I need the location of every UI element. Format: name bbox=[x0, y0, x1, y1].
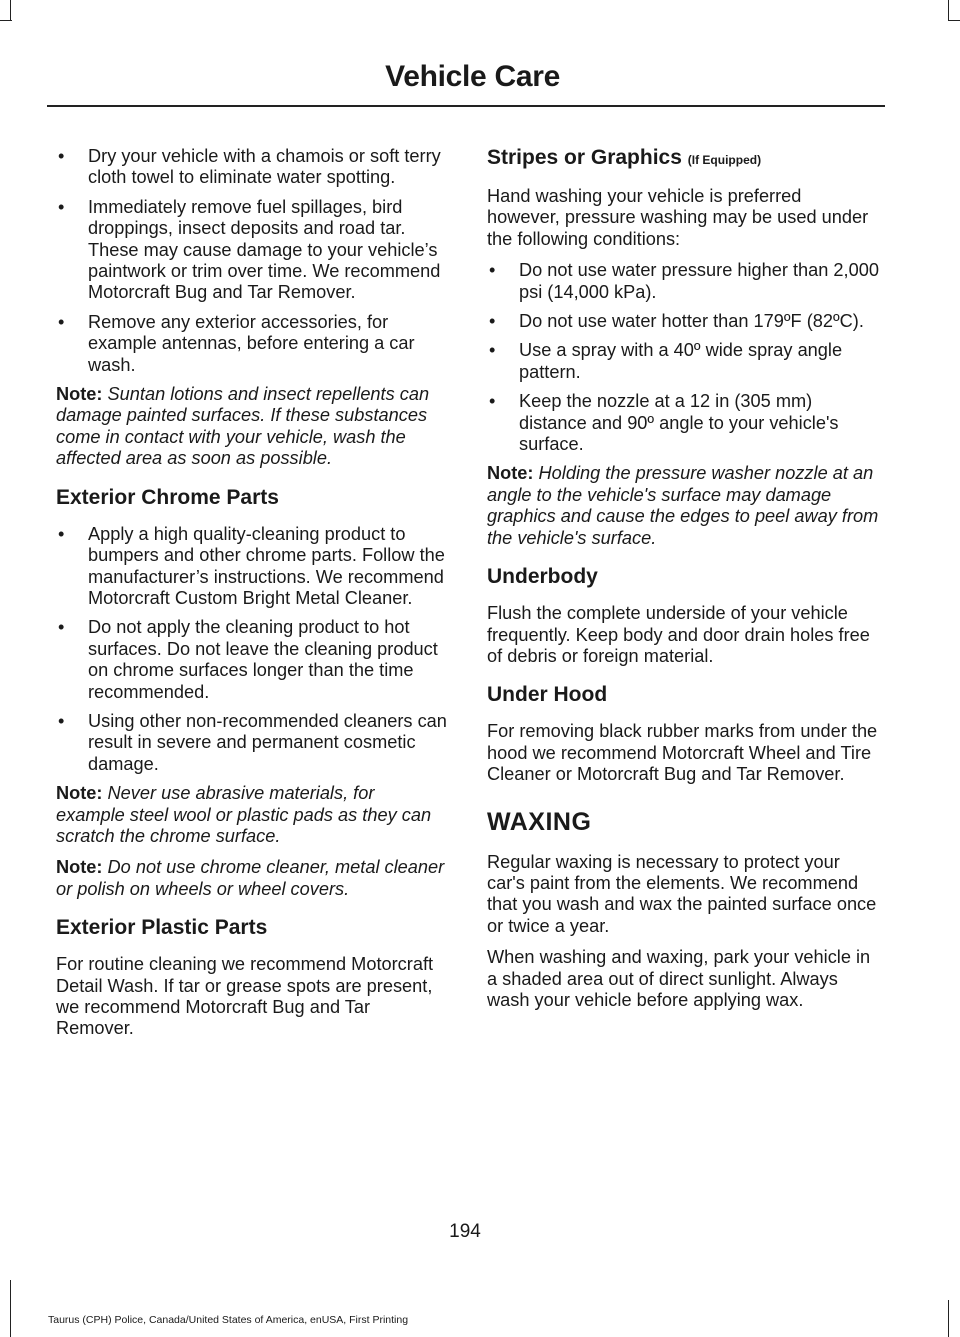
note-text: Do not use chrome cleaner, metal cleaner or polish on wheels or wheel covers. bbox=[56, 857, 445, 899]
pressure-washing-list bbox=[487, 260, 879, 455]
waxing-text-2: When washing and waxing, park your vehicle in a shaded area out of direct sunlight. Always wash your vehicle before applying wax. bbox=[487, 947, 871, 1010]
list-item: • Keep the nozzle at a 12 in (305 mm) distance and 90º angle to your vehicle's surface. bbox=[487, 391, 879, 455]
under-hood-text: For removing black rubber marks from under the hood we recommend Motorcraft Wheel and Tire Cleaner or Motorcraft Bug and Tar Remover. bbox=[487, 721, 878, 785]
crop-mark-top-left-v bbox=[10, 0, 11, 20]
heading-waxing: WAXING bbox=[487, 807, 592, 836]
note-chrome-cleaner bbox=[56, 857, 448, 900]
list-item: • Apply a high quality-cleaning product to bumpers and other chrome parts. Follow the manufacturer’s instructions. We recommend Motorcraft Custom Bright Metal Cleaner. bbox=[56, 524, 448, 610]
waxing-text-1: Regular waxing is necessary to protect your car's paint from the elements. We recommend that you wash and wax the painted surface once or twice a year. bbox=[487, 851, 877, 936]
list-item: • Dry your vehicle with a chamois or soft terry cloth towel to eliminate water spotting. bbox=[56, 146, 448, 189]
list-item: • Do not use water pressure higher than 2,000 psi (14,000 kPa). bbox=[487, 260, 879, 303]
list-item: • Using other non-recommended cleaners can result in severe and permanent cosmetic damage. bbox=[56, 711, 448, 775]
chrome-tips-list bbox=[56, 524, 448, 775]
heading-underbody: Underbody bbox=[487, 565, 598, 589]
if-equipped-qualifier: (If Equipped) bbox=[687, 153, 762, 167]
list-item: • Immediately remove fuel spillages, bird droppings, insect deposits and road tar. These may cause damage to your vehicle’s paintwork or trim over time. We recommend Motorcraft Bug and Tar Remover. bbox=[56, 197, 448, 304]
plastic-parts-text: For routine cleaning we recommend Motorcraft Detail Wash. If tar or grease spots are present, we recommend Motorcraft Bug and Tar Remover. bbox=[56, 954, 434, 1039]
note-suntan bbox=[56, 384, 448, 470]
list-item: • Do not apply the cleaning product to hot surfaces. Do not leave the cleaning product on chrome surfaces longer than the time recommended. bbox=[56, 617, 448, 703]
heading-under-hood: Under Hood bbox=[487, 683, 608, 707]
left-column bbox=[56, 146, 448, 1050]
washing-tips-list bbox=[56, 146, 448, 376]
note-label: Note: bbox=[56, 783, 103, 804]
list-item: • Do not use water hotter than 179ºF (82ºC). bbox=[487, 311, 879, 332]
underbody-text: Flush the complete underside of your vehicle frequently. Keep body and door drain holes free of debris or foreign material. bbox=[487, 603, 870, 666]
note-nozzle bbox=[487, 463, 879, 549]
crop-mark-top-right-h bbox=[948, 20, 960, 21]
stripes-intro: Hand washing your vehicle is preferred however, pressure washing may be used under the following conditions: bbox=[487, 186, 869, 249]
list-item: • Remove any exterior accessories, for example antennas, before entering a car wash. bbox=[56, 312, 448, 376]
crop-mark-bottom-left-v bbox=[10, 1280, 11, 1337]
crop-mark-top-right-v bbox=[948, 0, 949, 20]
note-text: Suntan lotions and insect repellents can damage painted surfaces. If these substances come in contact with your vehicle, wash the affected area as soon as possible. bbox=[56, 384, 430, 469]
heading-stripes-graphics bbox=[487, 146, 879, 172]
note-text: Holding the pressure washer nozzle at an angle to the vehicle's surface may damage graphics and cause the edges to peel away from the vehicle's surface. bbox=[487, 463, 879, 548]
note-text: Never use abrasive materials, for example steel wool or plastic pads as they can scratch the chrome surface. bbox=[56, 783, 432, 846]
heading-text: Stripes or Graphics bbox=[487, 146, 682, 169]
crop-mark-bottom-right-v bbox=[948, 1300, 949, 1337]
note-label: Note: bbox=[56, 857, 103, 878]
footer-text: Taurus (CPH) Police, Canada/United States of America, enUSA, First Printing bbox=[48, 1314, 409, 1326]
note-label: Note: bbox=[56, 384, 103, 405]
page-number: 194 bbox=[449, 1221, 481, 1242]
note-abrasive bbox=[56, 783, 448, 847]
page-header-title: Vehicle Care bbox=[385, 60, 560, 93]
crop-mark-top-left-h bbox=[0, 20, 12, 21]
header-divider bbox=[47, 105, 885, 107]
heading-exterior-chrome-parts: Exterior Chrome Parts bbox=[56, 485, 279, 509]
right-column bbox=[487, 146, 879, 1021]
note-label: Note: bbox=[487, 463, 534, 484]
list-item: • Use a spray with a 40º wide spray angle pattern. bbox=[487, 340, 879, 383]
heading-exterior-plastic-parts: Exterior Plastic Parts bbox=[56, 916, 268, 940]
